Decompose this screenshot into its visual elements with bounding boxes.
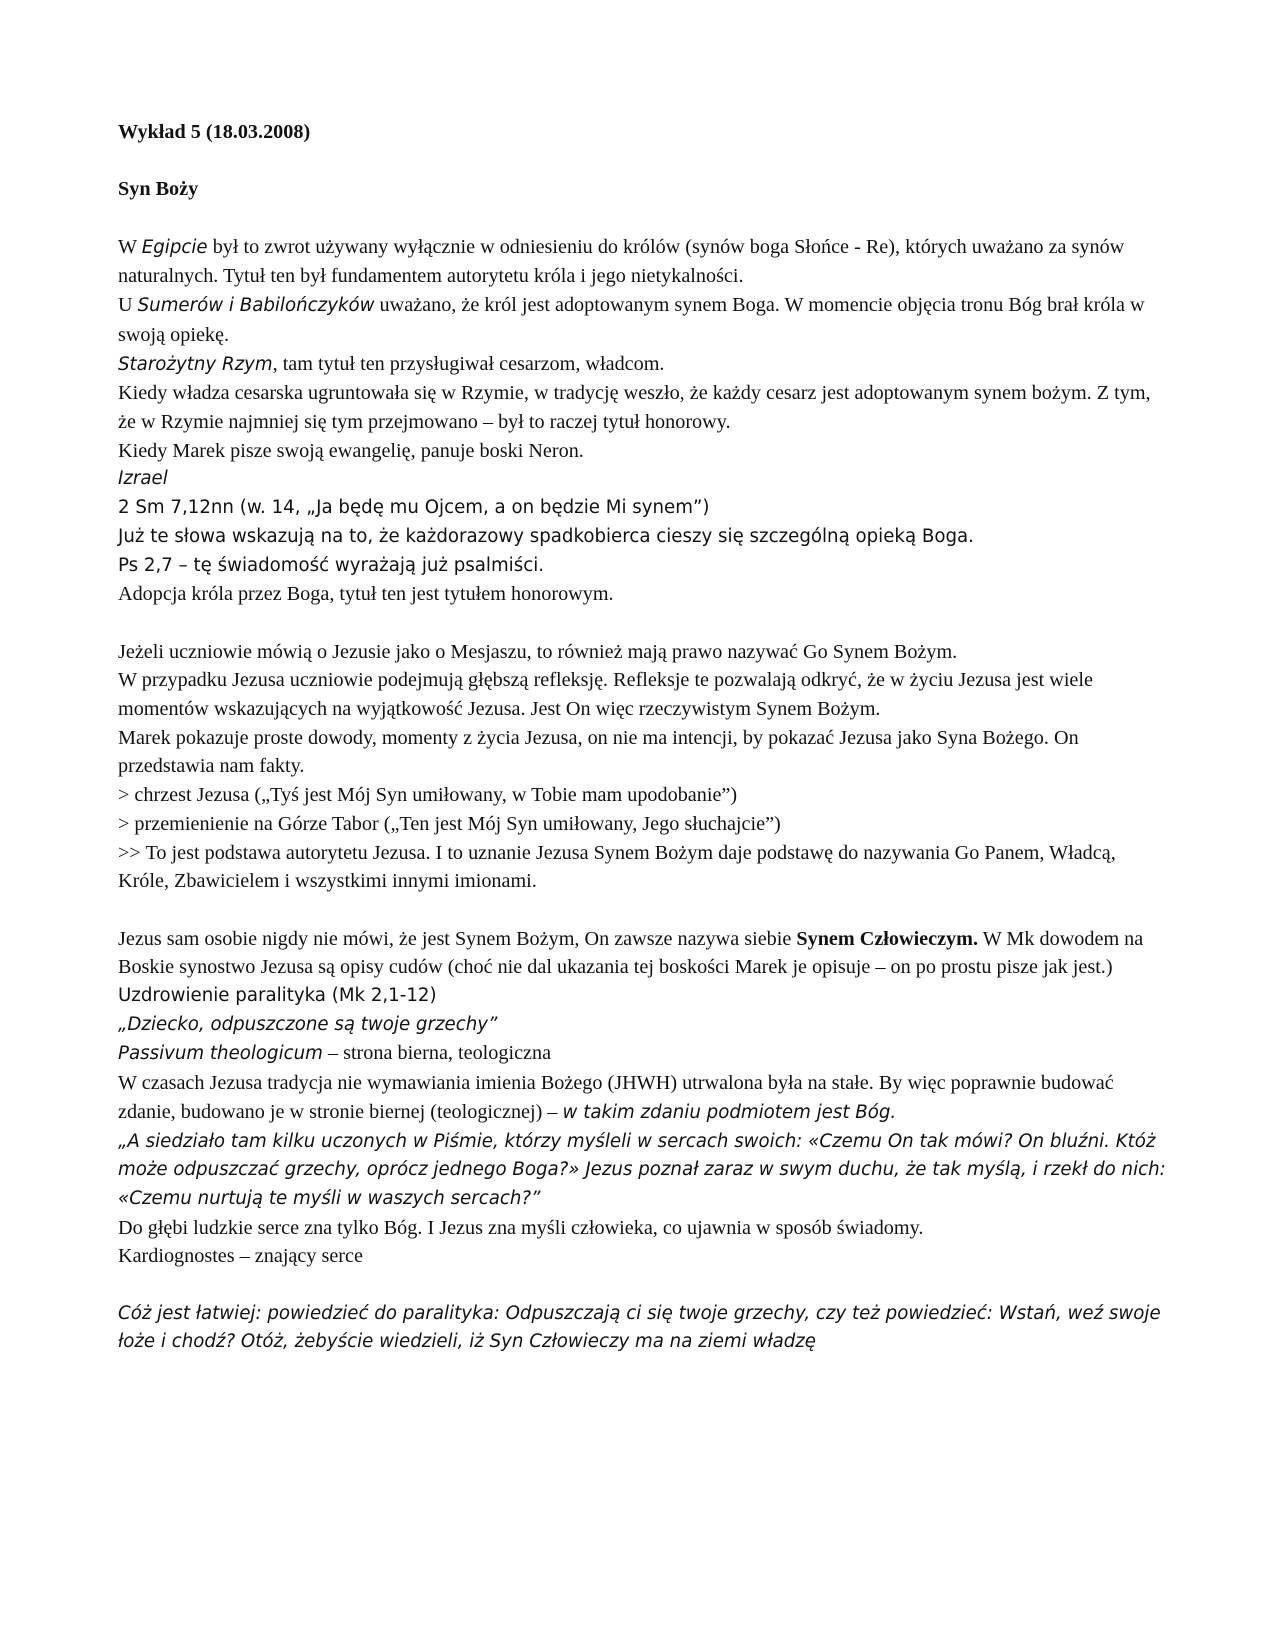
paragraph-jhwh: [118, 1069, 1168, 1127]
bold-son-of-man: Synem Człowieczym.: [796, 927, 979, 950]
quote-child: „Dziecko, odpuszczone są twoje grzechy”: [118, 1013, 498, 1035]
emphasis-sumer: Sumerów i Babilończyków: [137, 295, 375, 317]
lecture-title: Wykład 5 (18.03.2008): [118, 121, 311, 143]
emphasis-rome: Starożytny Rzym: [118, 353, 273, 375]
text-run: W: [118, 235, 142, 258]
document-body: [118, 118, 1168, 1357]
paragraph-heir: Już te słowa wskazują na to, że każdorazowy spadkobierca cieszy się szczególną opieką Boga.: [118, 525, 974, 547]
paragraph-sumer: [118, 291, 1168, 349]
emphasis-egypt: Egipcie: [141, 236, 208, 258]
text-run: , tam tytuł ten przysługiwał cesarzom, władcom.: [272, 352, 665, 375]
text-run: U: [118, 294, 138, 317]
paragraph-mark-nero: Kiedy Marek pisze swoją ewangelię, panuje boski Neron.: [118, 439, 584, 462]
quote-scribes: „A siedziało tam kilku uczonych w Piśmie, którzy myśleli w sercach swoich: «Czemu On tak mówi? On bluźni. Któż może odpuszczać grzechy, oprócz jednego Boga?» Jezus poznał zaraz w swym duchu, że tak myślą, i rzekł do nich: «Czemu nurtują te myśli w waszych sercach?”: [118, 1130, 1166, 1209]
paragraph-israel: Izrael: [118, 468, 168, 490]
list-item-transfiguration: > przemienienie na Górze Tabor („Ten jest Mój Syn umiłowany, Jego słuchajcie”): [118, 812, 781, 835]
paragraph-messiah: Jeżeli uczniowie mówią o Jezusie jako o Mesjaszu, to również mają prawo nazywać Go Synem Bożym.: [118, 640, 958, 663]
quote-easier: Cóż jest łatwiej: powiedzieć do paralityka: Odpuszczają ci się twoje grzechy, czy też powiedzieć: Wstań, weź swoje łoże i chodź? Otóż, żebyście wiedzieli, iż Syn Człowieczy ma na ziemi władzę: [118, 1302, 1161, 1353]
paragraph-proofs: Marek pokazuje proste dowody, momenty z życia Jezusa, on nie ma intencji, by pokazać Jezusa jako Syna Bożego. On przedstawia nam fakty.: [118, 726, 1079, 778]
paragraph-2sm: 2 Sm 7,12nn (w. 14, „Ja będę mu Ojcem, a on będzie Mi synem”): [118, 497, 710, 519]
paragraph-passivum: [118, 1039, 1168, 1069]
spacer: [118, 896, 1168, 925]
list-item-baptism: > chrzest Jezusa („Tyś jest Mój Syn umiłowany, w Tobie mam upodobanie”): [118, 784, 738, 807]
emphasis-passivum: Passivum theologicum: [118, 1043, 323, 1065]
paragraph-son-of-man: [118, 925, 1168, 982]
paragraph-paralytic: Uzdrowienie paralityka (Mk 2,1-12): [118, 985, 437, 1007]
spacer: [118, 147, 1168, 176]
text-run: Jezus sam osobie nigdy nie mówi, że jest Synem Bożym, On zawsze nazywa siebie: [118, 927, 797, 950]
text-run: był to zwrot używany wyłącznie w odniesieniu do królów (synów boga Słońce - Re), których uważano za synów naturalnych. Tytuł ten był fundamentem autorytetu króla i jego nietykalności.: [118, 235, 1125, 288]
paragraph-egypt: [118, 233, 1168, 291]
spacer: [118, 609, 1168, 638]
text-run: W czasach Jezusa tradycja nie wymawiania imienia Bożego (JHWH) utrwalona była na stałe. By więc poprawnie budować zdanie, budowano je w stronie biernej (teologicznej) –: [118, 1072, 1114, 1123]
paragraph-rome: [118, 350, 1168, 380]
paragraph-rome-tradition: Kiedy władza cesarska ugruntowała się w Rzymie, w tradycję weszło, że każdy cesarz jest adoptowanym synem bożym. Z tym, że w Rzymie najmniej się tym przejmowano – był to raczej tytuł honorowy.: [118, 382, 1151, 433]
spacer: [118, 204, 1168, 233]
text-run: W Mk dowodem na Boskie synostwo Jezusa są opisy cudów (choć nie dal ukazania tej boskości Marek je opisuje – on po prostu pisze jak jest.): [118, 927, 1144, 979]
paragraph-psalm: Ps 2,7 – tę świadomość wyrażają już psalmiści.: [118, 554, 545, 576]
spacer: [118, 1271, 1168, 1300]
text-run: uważano, że król jest adoptowanym synem Boga. W momencie objęcia tronu Bóg brał króla w swoją opiekę.: [118, 294, 1145, 346]
text-run: – strona bierna, teologiczna: [322, 1042, 552, 1065]
section-heading: Syn Boży: [118, 178, 199, 201]
paragraph-adoption: Adopcja króla przez Boga, tytuł ten jest tytułem honorowym.: [118, 583, 614, 606]
paragraph-kardiognostes: Kardiognostes – znający serce: [118, 1245, 363, 1268]
paragraph-heart: Do głębi ludzkie serce zna tylko Bóg. I Jezus zna myśli człowieka, co ujawnia w sposób świadomy.: [118, 1216, 924, 1239]
emphasis-subject-god: w takim zdaniu podmiotem jest Bóg.: [562, 1101, 897, 1123]
paragraph-reflection: W przypadku Jezusa uczniowie podejmują głębszą refleksję. Refleksje te pozwalają odkryć, że w życiu Jezusa jest wiele momentów wskazujących na wyjątkowość Jezusa. Jest On więc rzeczywistym Synem Bożym.: [118, 669, 1093, 721]
paragraph-authority: >> To jest podstawa autorytetu Jezusa. I to uznanie Jezusa Synem Bożym daje podstawę do nazywania Go Panem, Władcą, Króle, Zbawicielem i wszystkimi innymi imionami.: [118, 841, 1116, 893]
